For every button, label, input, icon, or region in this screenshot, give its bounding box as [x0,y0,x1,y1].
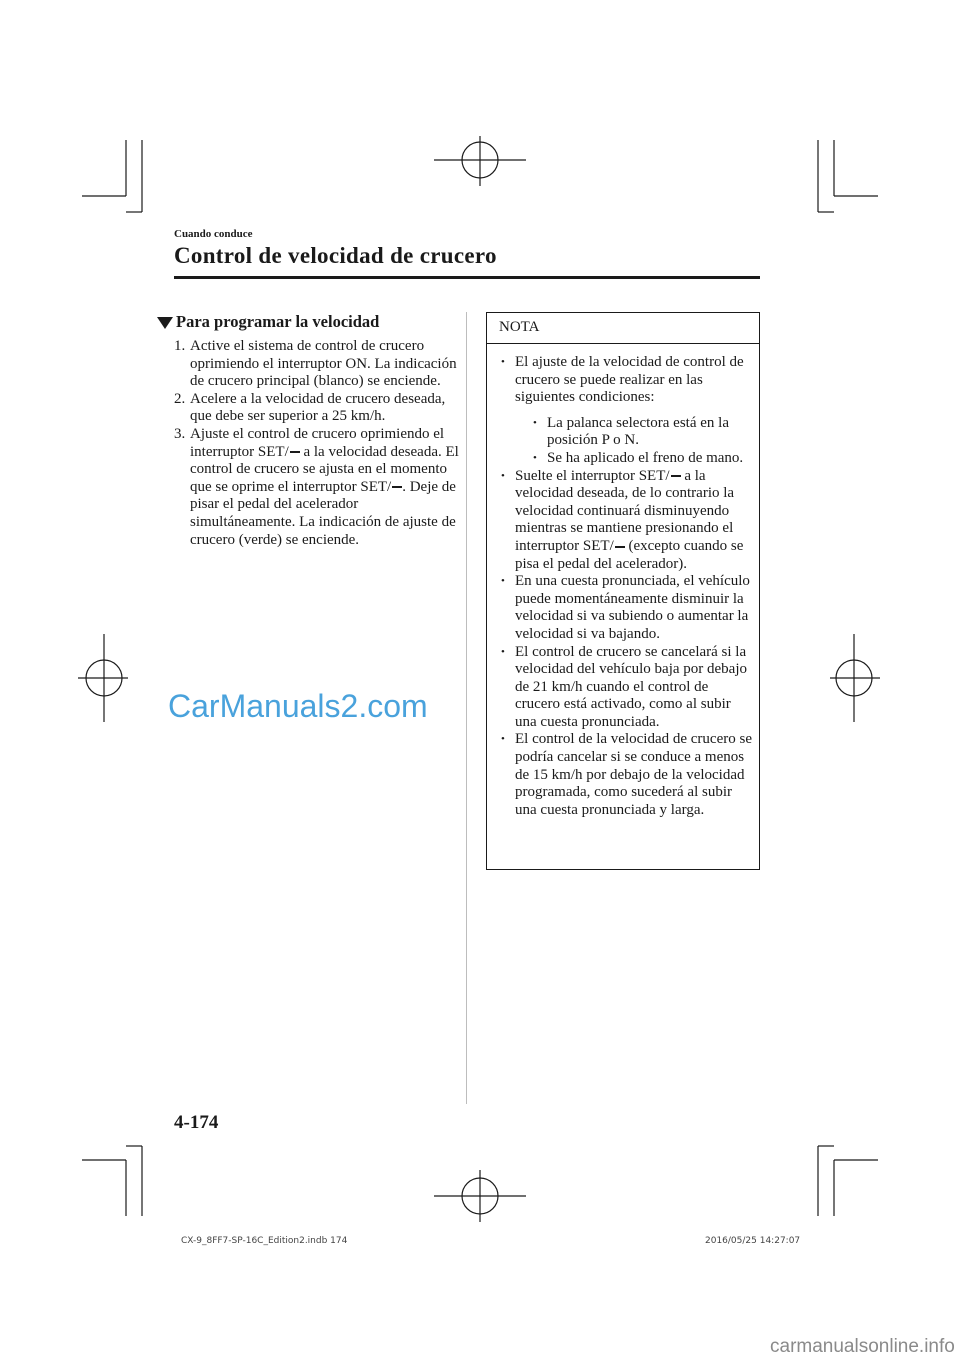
note-bullet [499,468,753,574]
step-text: Active el sistema de control de crucero oprimiendo el interruptor ON. La indicación de crucero principal (blanco) se enciende. [190,338,457,390]
step-number: 1. [174,338,186,354]
note-subbullet [531,415,753,450]
note-body [487,344,759,819]
subheading-text: Para programar la velocidad [176,312,380,331]
watermark-carmanualsonline: carmanualsonline.info [770,1336,955,1357]
note-sublist [531,415,753,468]
step-text: Acelere a la velocidad de crucero deseada, que debe ser superior a 25 km/h. [190,390,446,425]
note-bullet [499,731,753,819]
minus-switch-icon [615,546,625,548]
note-bullet-text: En una cuesta pronunciada, el vehículo puede momentáneamente disminuir la velocidad si va subiendo o aumentar la velocidad si va bajando. [515,573,750,642]
steps-list [174,338,460,549]
note-bullet-text: El ajuste de la velocidad de control de crucero se puede realizar en las siguientes condiciones: [515,354,744,406]
step-item [174,338,460,391]
note-subbullet-text: La palanca selectora está en la posición P o N. [547,414,729,449]
note-bullet [499,354,753,468]
minus-switch-icon [392,486,402,488]
step-text-b: a la velocidad deseada. El control de crucero se ajusta en el momento que se oprime el interruptor SET/ [190,443,459,495]
step-item [174,426,460,549]
note-subbullet-text: Se ha aplicado el freno de mano. [547,449,744,466]
section-label: Cuando conduce [174,228,253,240]
watermark-carmanuals2: CarManuals2.com [168,688,428,724]
note-bullet [499,644,753,732]
step-item [174,391,460,426]
footer-file-info: CX-9_8FF7-SP-16C_Edition2.indb 174 [181,1236,348,1246]
note-bullet [499,573,753,643]
note-bullet-text-a: Suelte el interruptor SET/ [515,467,670,484]
minus-switch-icon [290,451,300,453]
note-bullet-text: El control de la velocidad de crucero se podría cancelar si se conduce a menos de 15 km/h por debajo de la velocidad programada, como sucederá al subir una cuesta pronunciada y larga. [515,731,752,818]
note-bullet-text-b: a la velocidad deseada, de lo contrario la velocidad continuará disminuyendo mientras se mantiene presionando el interruptor SET/ [515,467,735,554]
subheading [157,312,379,332]
note-bullet-text-c: (excepto cuando se pisa el pedal del acelerador). [515,537,744,572]
minus-switch-icon [671,475,681,477]
note-heading: NOTA [487,313,759,344]
triangle-down-icon [157,317,173,329]
note-bullet-text: El control de crucero se cancelará si la velocidad del vehículo baja por debajo de 21 km/h cuando el control de crucero está activado, como al subir una cuesta pronunciada. [515,643,747,730]
footer-timestamp: 2016/05/25 14:27:07 [705,1236,801,1246]
step-number: 2. [174,390,186,407]
page-title: Control de velocidad de crucero [174,243,497,268]
note-subbullet [531,450,753,468]
step-text-c: . Deje de pisar el pedal del acelerador simultáneamente. La indicación de ajuste de crucero (verde) se enciende. [190,478,456,548]
step-text-a: Ajuste el control de crucero oprimiendo el interruptor SET/ [190,425,445,460]
column-divider [466,312,467,1104]
note-box [486,312,760,870]
step-number: 3. [174,425,186,442]
page-number: 4-174 [174,1112,219,1133]
title-rule [174,276,760,279]
